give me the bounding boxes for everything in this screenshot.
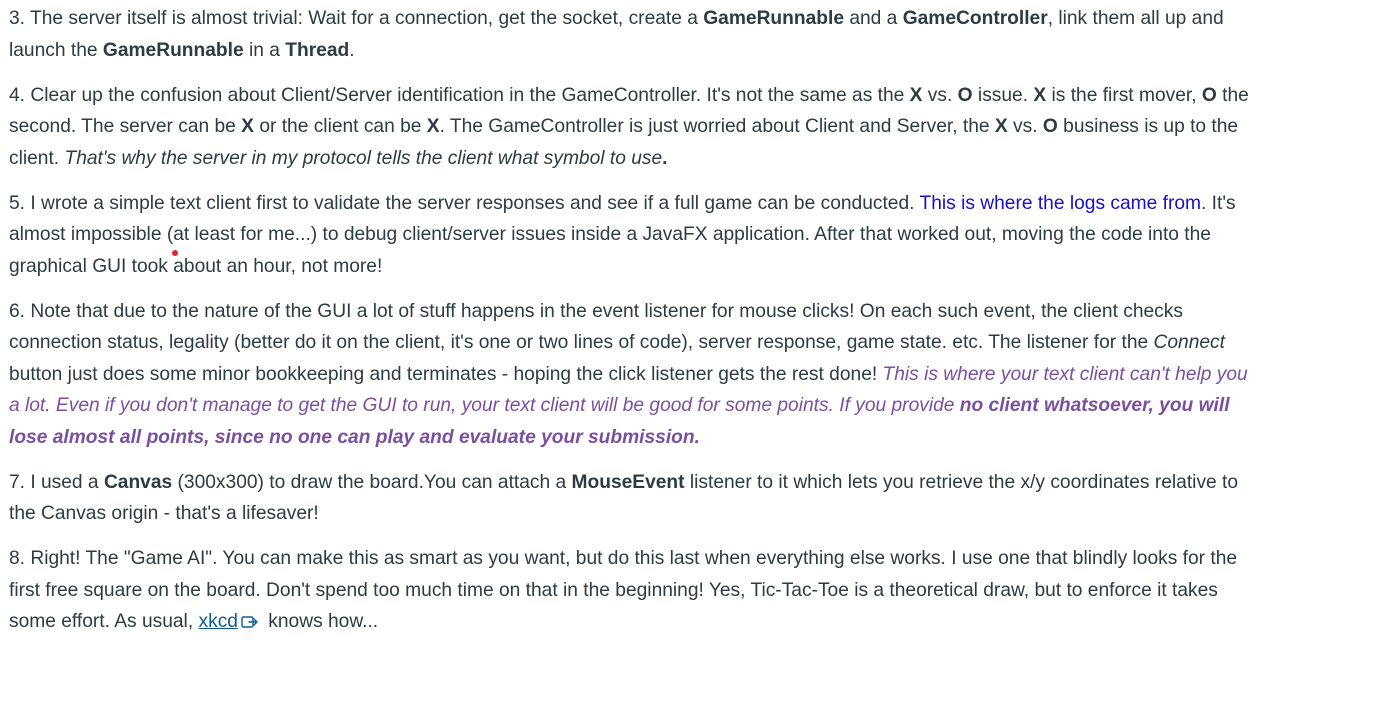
text: button just does some minor bookkeeping and terminates - hoping the click listener gets the rest done! — [9, 363, 883, 385]
symbol-x: X — [426, 116, 440, 137]
paragraph-4 — [9, 80, 1249, 175]
red-dot-marker — [172, 250, 178, 256]
external-link-icon[interactable] — [241, 608, 259, 622]
logs-link[interactable]: This is where the logs came from — [919, 192, 1202, 214]
paragraph-7 — [9, 467, 1249, 530]
text: issue. — [972, 84, 1034, 106]
symbol-x: X — [909, 84, 923, 106]
symbol-x: X — [1033, 84, 1047, 106]
symbol-x: X — [241, 116, 254, 137]
text: the second. The server can be — [9, 84, 1249, 137]
text: or the client can be — [253, 116, 427, 137]
paragraph-6 — [9, 296, 1249, 454]
text: . — [662, 147, 668, 169]
text: vs. — [922, 84, 958, 106]
code-term: Canvas — [103, 471, 173, 493]
code-term: GameRunnable — [102, 39, 244, 61]
text: 7. I used a — [9, 471, 104, 493]
text: is the first mover, — [1046, 84, 1202, 106]
text: business is up to the client. — [9, 116, 1239, 169]
symbol-o: O — [1201, 84, 1217, 106]
code-term: GameController — [902, 8, 1048, 29]
paragraph-5 — [9, 188, 1249, 283]
symbol-x: X — [994, 116, 1008, 137]
code-term: Thread — [285, 39, 350, 61]
highlight-note: This is where your text client can't help you a lot. Even if you don't manage to get the GUI to run, your text client will be good for some points. If you provide — [9, 363, 1248, 416]
symbol-o: O — [957, 84, 973, 106]
text: 3. The server itself is almost trivial: Wait for a connection, get the socket, create a — [9, 8, 704, 29]
text: 5. I wrote a simple text client first to validate the server responses and see if a full game can be conducted. — [9, 192, 920, 214]
text: 4. Clear up the confusion about Client/Server identification in the GameController. It's not the same as the — [9, 84, 910, 106]
text: vs. — [1007, 116, 1043, 137]
text: (300x300) to draw the board.You can attach a — [172, 471, 572, 493]
text: knows how... — [262, 611, 379, 632]
text: . The GameController is just worried about Client and Server, the — [439, 116, 995, 137]
italic-note: That's why the server in my protocol tells the client what symbol to use — [64, 147, 663, 169]
text: . It's almost impossible (at least for me...) to debug client/server issues inside a JavaFX application. After that worked out, moving the code into the graphical GUI took about an hour, not more! — [9, 192, 1236, 277]
paragraph-8 — [9, 543, 1249, 638]
text: in a — [243, 39, 286, 61]
text: and a — [844, 8, 903, 29]
text: listener to it which lets you retrieve the x/y coordinates relative to the Canvas origin - that's a lifesaver! — [9, 471, 1239, 524]
connect-term: Connect — [1153, 332, 1225, 353]
article-body — [9, 3, 1249, 651]
paragraph-3 — [9, 3, 1249, 66]
text: 6. Note that due to the nature of the GUI a lot of stuff happens in the event listener for mouse clicks! On each such event, the client checks connection status, legality (better do it on the client, it's one or two lines of code), server response, game state. etc. The listener for the — [9, 300, 1183, 353]
highlight-warning: no client whatsoever, you will lose almost all points, since no one can play and evaluate your submission. — [9, 395, 1230, 448]
xkcd-link[interactable]: xkcd — [198, 611, 238, 632]
text: 8. Right! The "Game AI". You can make this as smart as you want, but do this last when everything else works. I use one that blindly looks for the first free square on the board. Don't spend too much time on that in the beginning! Yes, Tic-Tac-Toe is a theoretical draw, but to enforce it takes some effort. As usual, — [9, 548, 1238, 632]
code-term: GameRunnable — [703, 8, 844, 29]
code-term: MouseEvent — [571, 471, 685, 493]
symbol-o: O — [1042, 116, 1058, 137]
text: , link them all up and launch the — [9, 8, 1224, 61]
text: . — [349, 39, 355, 61]
